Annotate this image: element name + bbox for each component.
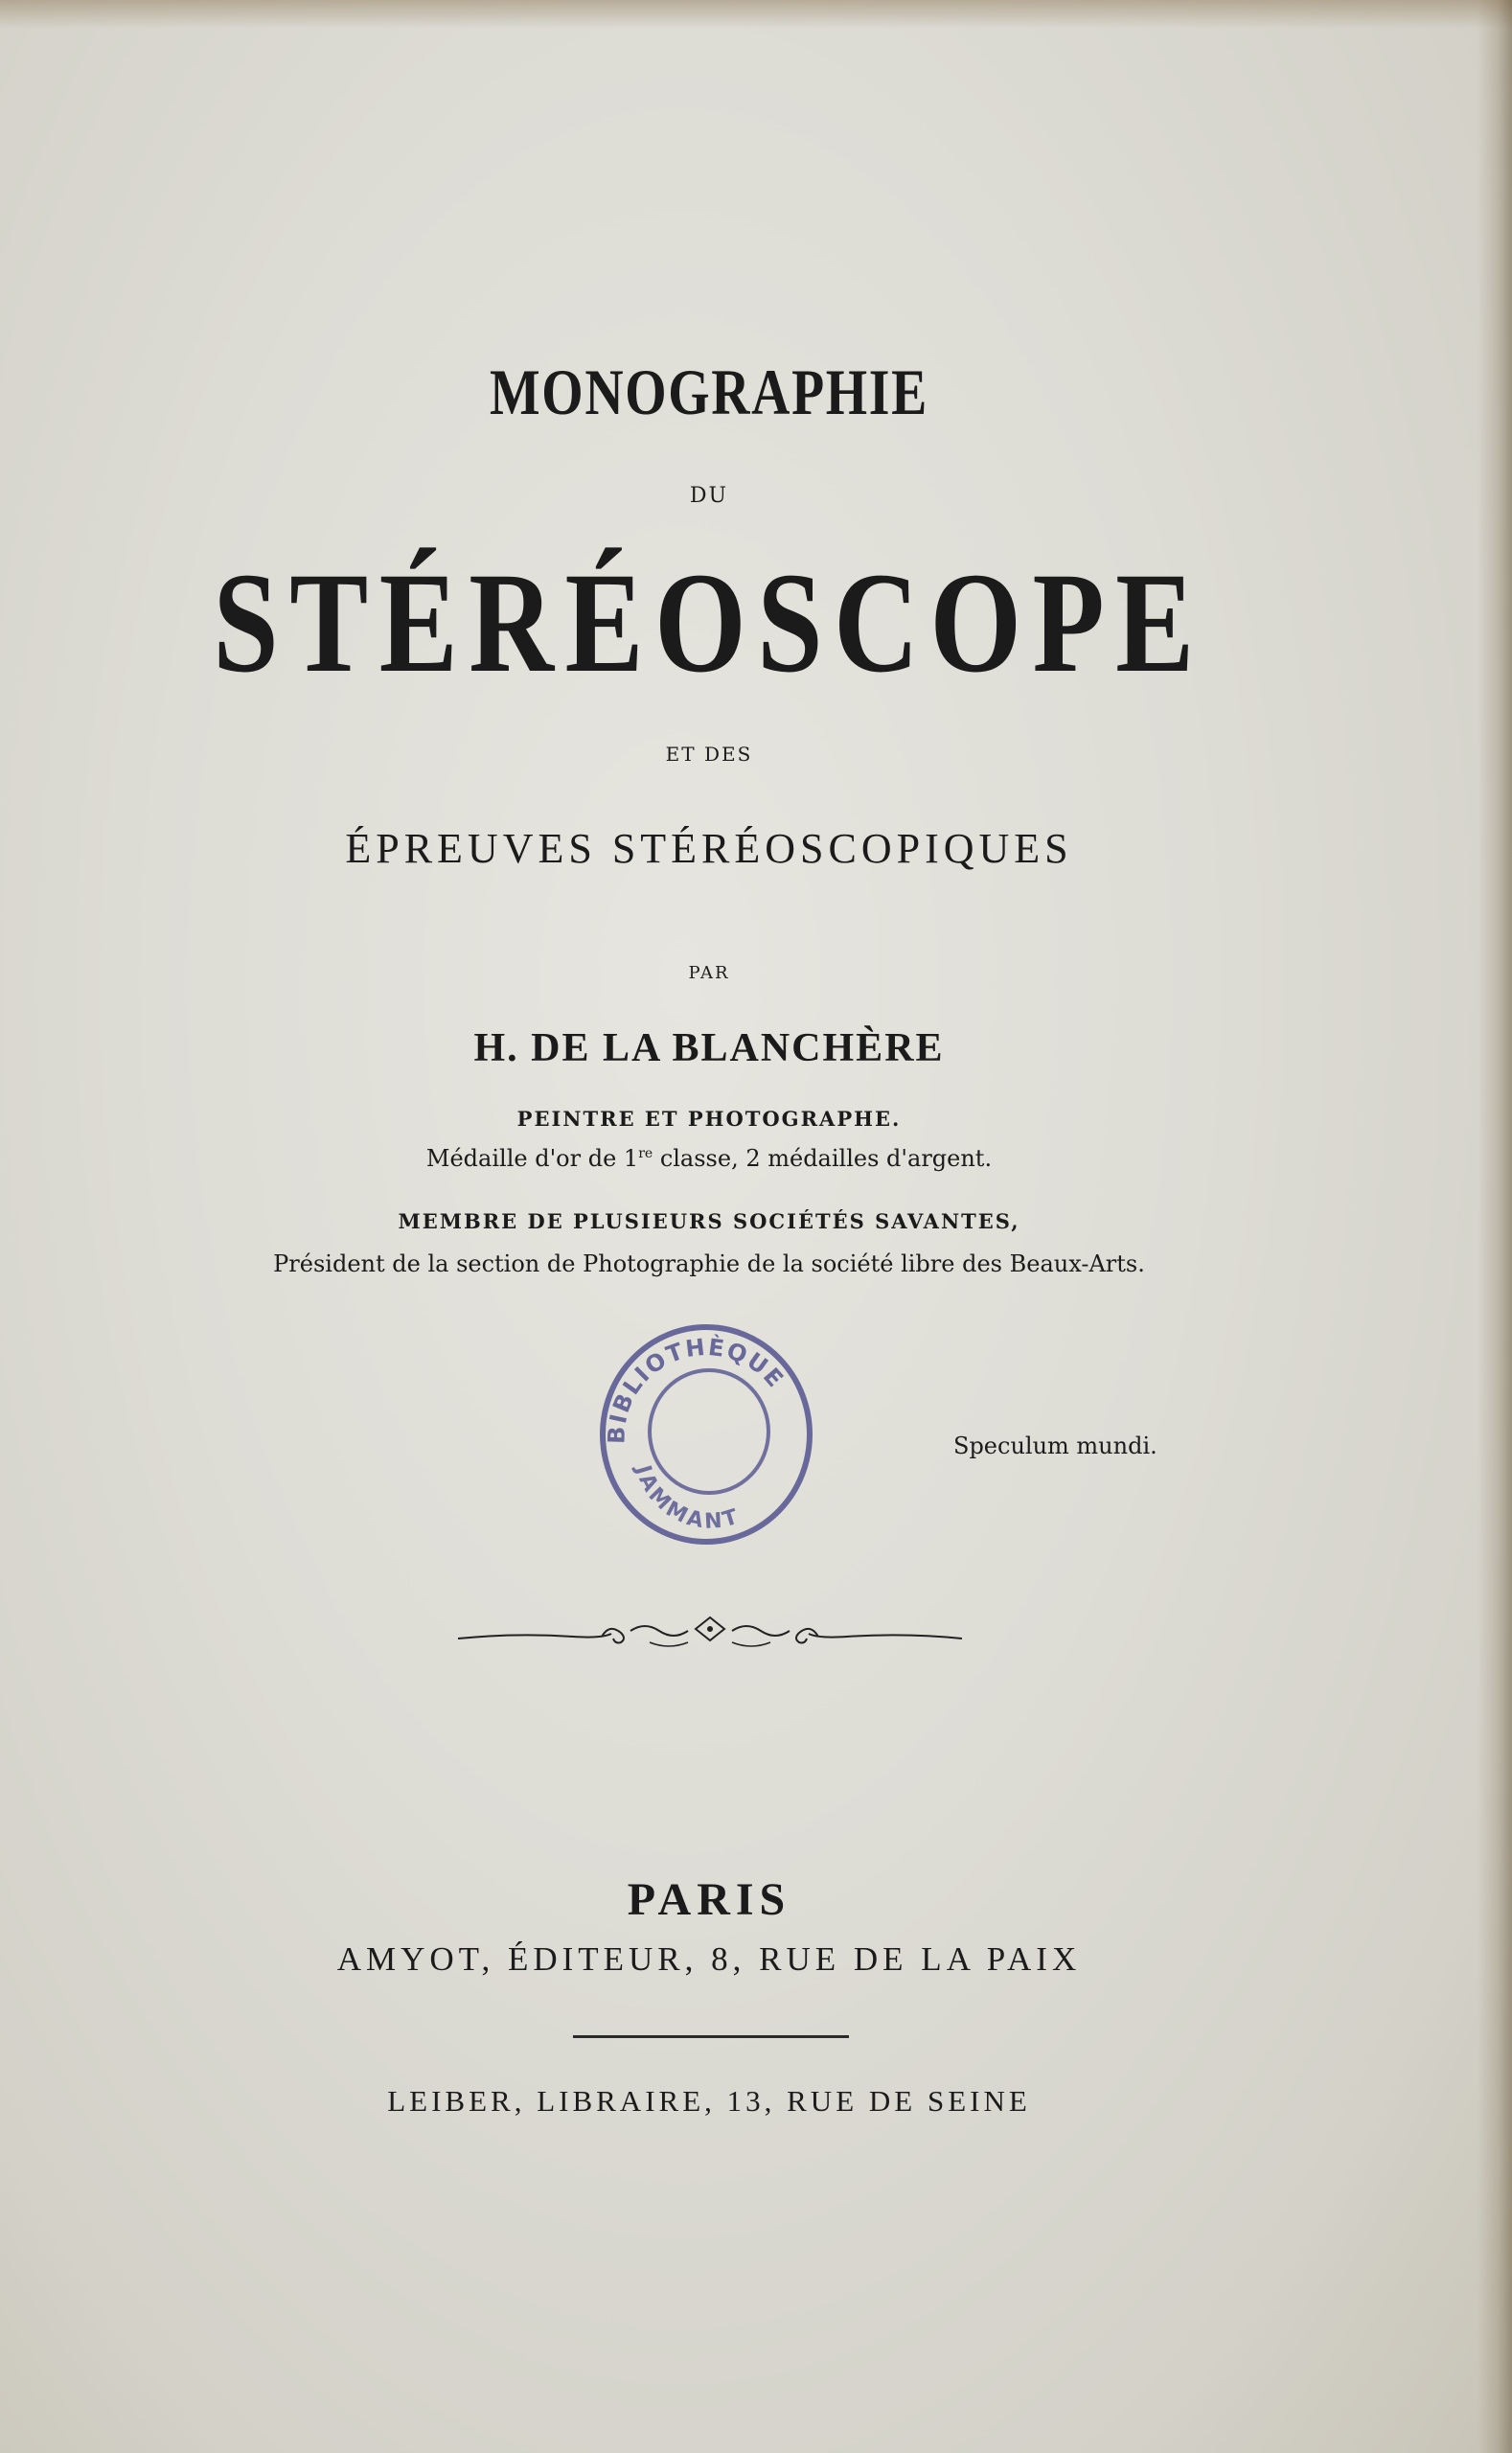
- stamp-bottom-text: JAMMANT: [630, 1462, 744, 1534]
- title-et-des: ET DES: [665, 743, 753, 766]
- imprint-publisher: AMYOT, ÉDITEUR, 8, RUE DE LA PAIX: [336, 1940, 1082, 1978]
- library-stamp: [596, 1324, 816, 1545]
- imprint-bookseller: LEIBER, LIBRAIRE, 13, RUE DE SEINE: [387, 2084, 1031, 2118]
- author-membership: MEMBRE DE PLUSIEURS SOCIÉTÉS SAVANTES,: [398, 1209, 1020, 1233]
- medal-superscript: re: [638, 1146, 653, 1161]
- title-epreuves: ÉPREUVES STÉRÉOSCOPIQUES: [345, 825, 1073, 872]
- svg-text:BIBLIOTHÈQUE: [603, 1333, 790, 1444]
- title-du: DU: [689, 484, 729, 508]
- medal-text-post: classe, 2 médailles d'argent.: [653, 1145, 993, 1172]
- title-stereoscope: STÉRÉOSCOPE: [213, 543, 1205, 702]
- author-name: H. DE LA BLANCHÈRE: [473, 1026, 945, 1070]
- author-presidency: Président de la section de Photographie de la société libre des Beaux-Arts.: [273, 1250, 1145, 1277]
- page-right-edge: [1478, 0, 1512, 2453]
- imprint-city: PARIS: [627, 1874, 791, 1925]
- motto: Speculum mundi.: [953, 1433, 1157, 1459]
- page-top-edge: [0, 0, 1512, 29]
- medal-text-pre: Médaille d'or de 1: [425, 1145, 639, 1172]
- imprint-divider: [573, 2035, 849, 2038]
- author-medals: [0, 1145, 1418, 1172]
- stamp-top-text: BIBLIOTHÈQUE: [603, 1333, 790, 1445]
- title-monographie: MONOGRAPHIE: [490, 355, 928, 428]
- author-role: PEINTRE ET PHOTOGRAPHE.: [516, 1107, 902, 1131]
- decorative-ornament: [458, 1608, 962, 1656]
- byline-par: PAR: [688, 963, 730, 983]
